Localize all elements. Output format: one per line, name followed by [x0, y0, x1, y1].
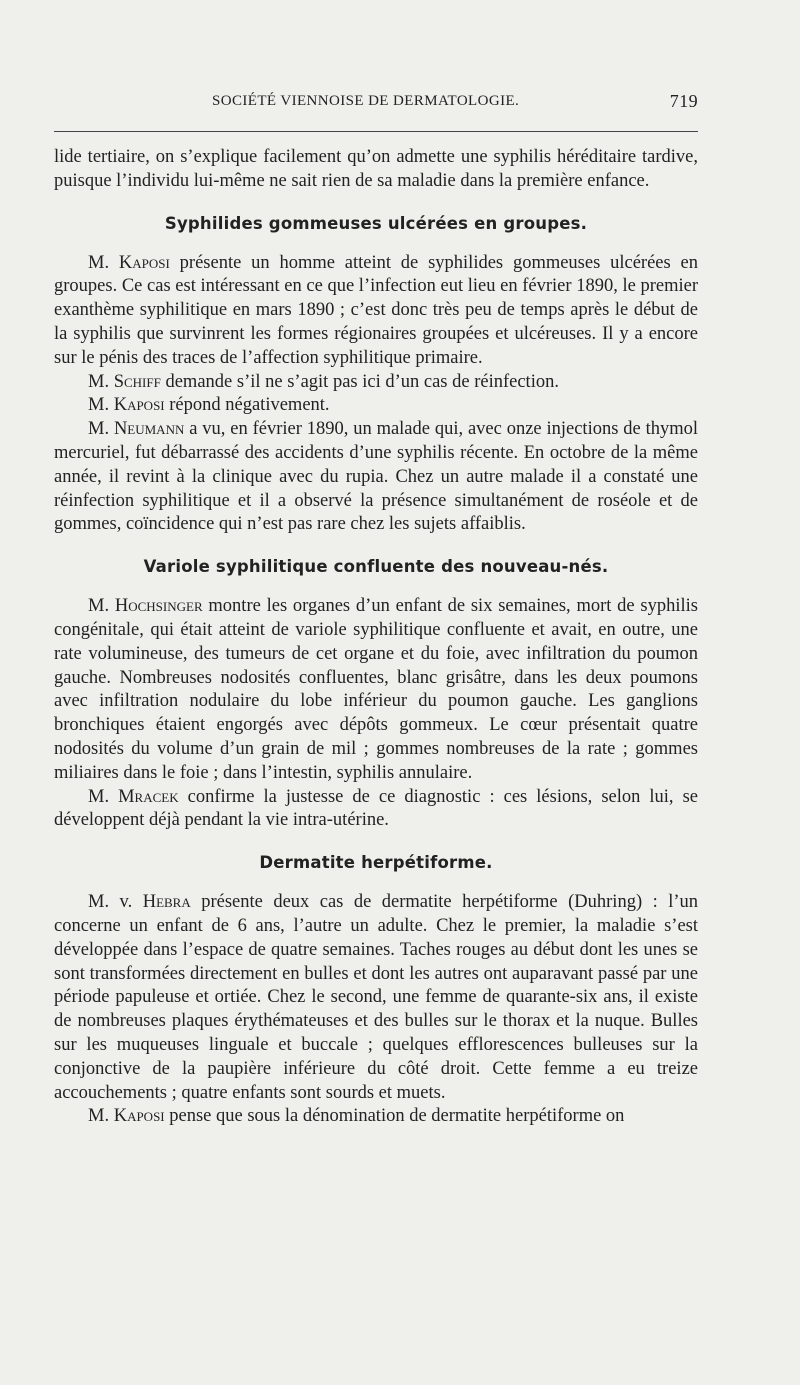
- paragraph: M. Kaposi pense que sous la dénomination de dermatite herpétiforme on: [88, 1106, 625, 1127]
- speaker-name: Mracek: [118, 786, 179, 807]
- speaker-name: Kaposi: [113, 395, 165, 416]
- section-heading: Syphilides gommeuses ulcérées en groupes.: [164, 213, 588, 233]
- speaker-name: Neumann: [113, 419, 185, 440]
- section-heading: Variole syphilitique confluente des nouveau-nés.: [143, 557, 609, 577]
- speaker-name: Kaposi: [113, 1106, 165, 1127]
- running-title: SOCIÉTÉ VIENNOISE DE DERMATOLOGIE.: [212, 93, 520, 109]
- body-text: [54, 146, 698, 1129]
- speaker-name: Kaposi: [118, 252, 170, 273]
- paragraph: M. Mracek confirme la justesse de ce diagnostic : ces lésions, selon lui, se développent déjà pendant la vie intra-utérine.: [54, 786, 698, 831]
- paragraph: M. Hochsinger montre les organes d’un enfant de six semaines, mort de syphilis congénitale, qui était atteint de variole syphilitique confluente et avait, en outre, une rate volumineuse, des tumeurs de cet organe et du foie, avec infiltration du poumon gauche. Nombreuses nodosités confluentes, blanc grisâtre, dans les deux poumons avec infiltration nodulaire du lobe inférieur du poumon gauche. Les ganglions bronchiques étaient engorgés avec dépôts gommeux. Le cœur présentait quatre nodosités du volume d’un grain de mil ; gommes nombreuses de la rate ; gommes miliaires dans le foie ; dans l’intestin, syphilis annulaire.: [54, 596, 698, 783]
- speaker-name: Hochsinger: [114, 596, 203, 617]
- section-heading: Dermatite herpétiforme.: [259, 853, 493, 873]
- paragraph: M. Neumann a vu, en février 1890, un malade qui, avec onze injections de thymol mercuriel, fut débarrassé des accidents d’une syphilis récente. En octobre de la même année, il revint à la clinique avec du rupia. Chez un autre malade il a constaté une réinfection syphilitique et il a observé la présence simultanément de roséole et de gommes, coïncidence qui n’est pas rare chez les sujets affaiblis.: [54, 419, 699, 535]
- paragraph: M. Kaposi répond négativement.: [88, 395, 330, 416]
- paragraph: lide tertiaire, on s’explique facilement qu’on admette une syphilis héréditaire tardive, puisque l’individu lui-même ne sait rien de sa maladie dans la première enfance.: [54, 147, 698, 191]
- paragraph: M. v. Hebra présente deux cas de dermatite herpétiforme (Duhring) : l’un concerne un enfant de 6 ans, l’autre un adulte. Chez le premier, la maladie s’est développée dans l’espace de quatre semaines. Taches rouges au début dont les unes se sont transformées directement en bulles et dont les autres ont auparavant passé par une période papuleuse et ortiée. Chez le second, une femme de quarante-six ans, il existe de nombreuses plaques érythémateuses et des bulles sur le thorax et la nuque. Bulles sur les muqueuses linguale et buccale ; quelques efflorescences bulleuses sur la conjonctive de la paupière inférieure du côté droit. Cette femme a eu treize accouchements ; quatre enfants sont sourds et muets.: [54, 892, 698, 1103]
- page-number: 719: [669, 91, 698, 111]
- speaker-name: Schiff: [113, 371, 161, 392]
- paragraph: M. Kaposi présente un homme atteint de syphilides gommeuses ulcérées en groupes. Ce cas est intéressant en ce que l’infection eut lieu en février 1890, le premier exanthème syphilitique en mars 1890 ; c’est donc très peu de temps après le début de la syphilis que survinrent les formes régionaires groupées et ulcéreuses. Il y a encore sur le pénis des traces de l’affection syphilitique primaire.: [54, 252, 698, 368]
- speaker-name: Hebra: [142, 892, 191, 913]
- header-rule: [54, 131, 698, 132]
- paragraph: M. Schiff demande s’il ne s’agit pas ici d’un cas de réinfection.: [88, 371, 559, 392]
